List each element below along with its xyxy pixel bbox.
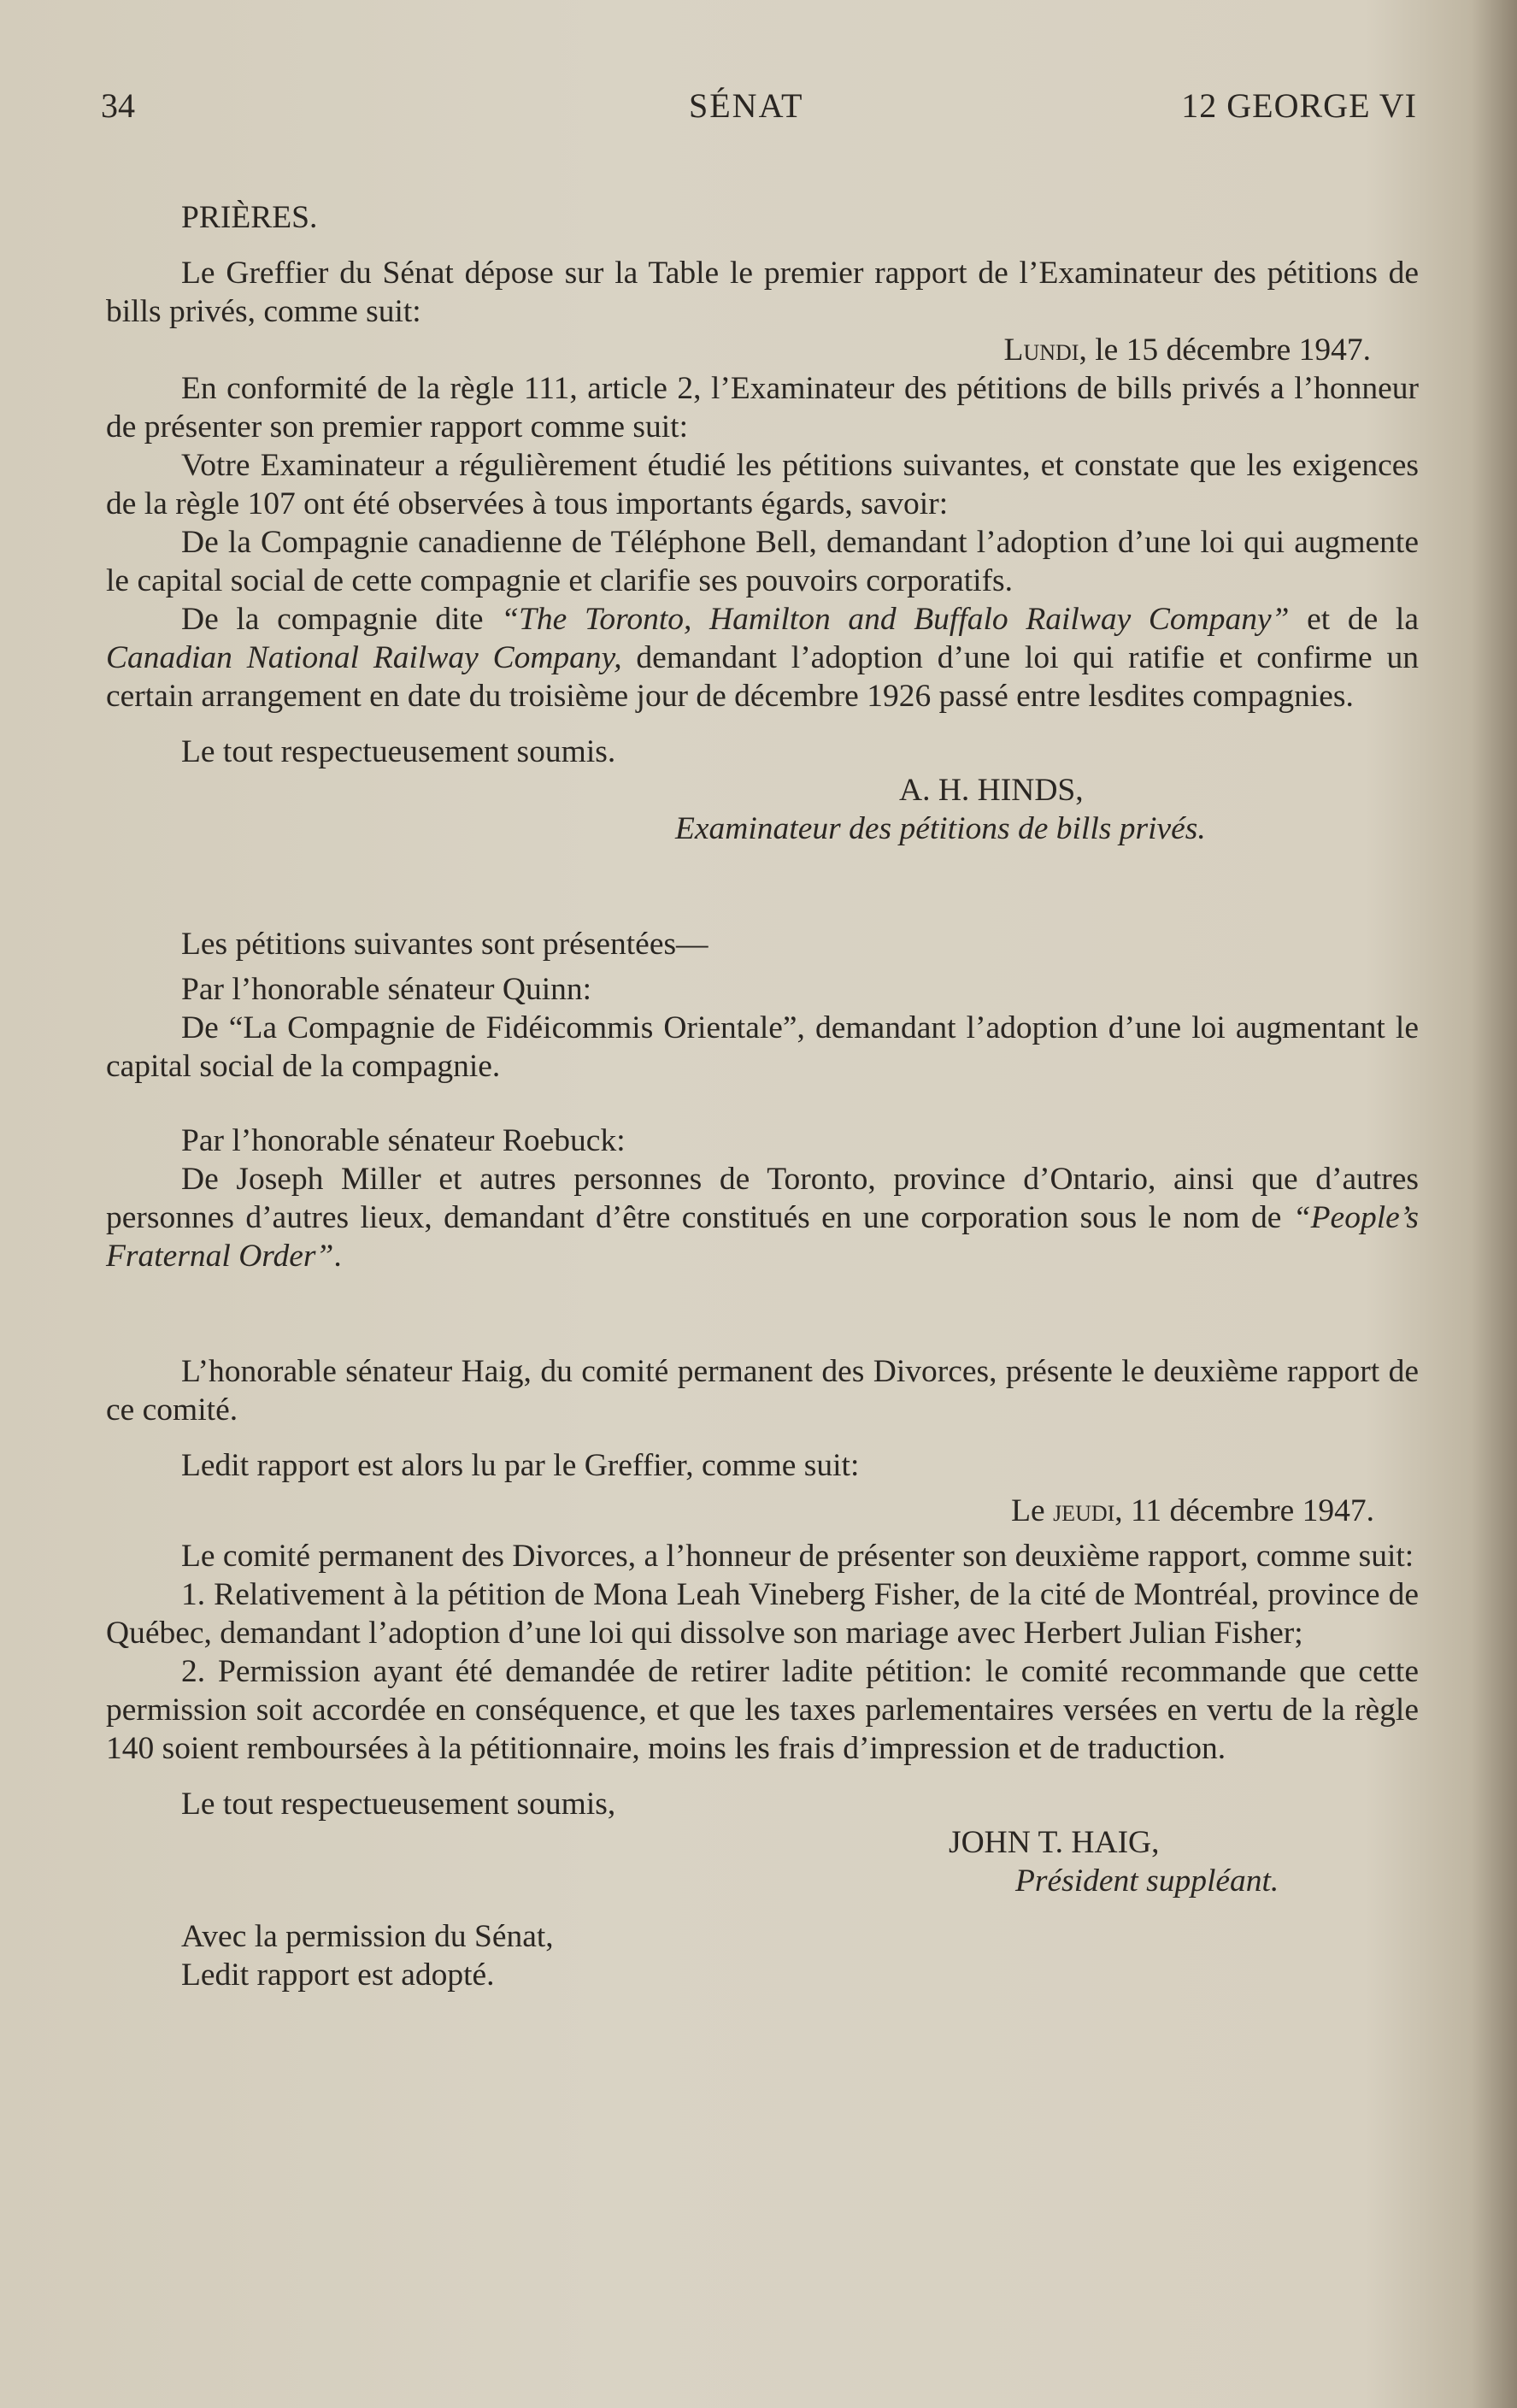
railway-company-name-1: “The Toronto, Hamilton and Buffalo Railway Company” — [501, 602, 1290, 637]
railway-company-name-2: Canadian National Railway Company, — [106, 640, 622, 675]
regnal-year: 12 GEORGE VI — [1181, 86, 1417, 125]
document-body — [106, 198, 1419, 1994]
divorce-report-read: Ledit rapport est alors lu par le Greffier, comme suit: — [181, 1448, 860, 1483]
report-adopted: Ledit rapport est adopté. — [181, 1958, 495, 1993]
report-paragraph-bell: De la Compagnie canadienne de Téléphone Bell, demandant l’adoption d’une loi qui augmente le capital social de cette compagnie et clarifie ses pouvoirs corporatifs. — [106, 525, 1419, 598]
signature-title-hinds: Examinateur des pétitions de bills privés. — [675, 811, 1206, 846]
railway-text-c: demandant l’adoption d’une loi qui ratifie et confirme un certain arrangement en date du troisième jour de décembre 1926 passé entre lesdites compagnies. — [106, 640, 1419, 714]
divorce-item-2: 2. Permission ayant été demandée de retirer ladite pétition: le comité recommande que cette permission soit accordée en conséquence, et que les taxes parlementaires versées en vertu de la règle 140 soient remboursées à la pétitionnaire, moins les frais d’impression et de traduction. — [106, 1654, 1419, 1766]
page-header — [101, 85, 1417, 137]
petitions-intro: Les pétitions suivantes sont présentées— — [181, 927, 709, 962]
divorce-report-date — [106, 1492, 1419, 1530]
petition-text-a: De Joseph Miller et autres personnes de Toronto, province d’Ontario, ainsi que d’autres personnes d’autres lieux, demandant d’être constitués en une corporation sous le nom de — [106, 1162, 1419, 1235]
signature-title-haig: Président suppléant. — [1015, 1863, 1279, 1899]
report-paragraph-examiner: Votre Examinateur a régulièrement étudié les pétitions suivantes, et constate que les exigences de la règle 107 ont été observées à tous importants égards, savoir: — [106, 448, 1419, 521]
signature-name-hinds: A. H. HINDS, — [899, 773, 1084, 808]
examiner-report-intro: Le Greffier du Sénat dépose sur la Table le premier rapport de l’Examinateur des pétitions de bills privés, comme suit: — [106, 256, 1419, 329]
petition-presenter-roebuck: Par l’honorable sénateur Roebuck: — [181, 1123, 626, 1158]
petition-fideicommis: De “La Compagnie de Fidéicommis Orientale”, demandant l’adoption d’une loi augmentant le capital social de la compagnie. — [106, 1010, 1419, 1084]
page-number: 34 — [101, 86, 135, 125]
divorce-report-intro: L’honorable sénateur Haig, du comité permanent des Divorces, présente le deuxième rapport de ce comité. — [106, 1354, 1419, 1428]
report-paragraph-rule-111: En conformité de la règle 111, article 2, l’Examinateur des pétitions de bills privés a l’honneur de présenter son premier rapport comme suit: — [106, 371, 1419, 445]
divorce-report-paragraph: Le comité permanent des Divorces, a l’honneur de présenter son deuxième rapport, comme suit: — [181, 1539, 1414, 1574]
divorce-date-rest: , 11 décembre 1947. — [1114, 1493, 1374, 1528]
divorce-item-1: 1. Relativement à la pétition de Mona Leah Vineberg Fisher, de la cité de Montréal, province de Québec, demandant l’adoption d’une loi qui dissolve son mariage avec Herbert Julian Fisher; — [106, 1577, 1419, 1651]
petition-org-name: “People’s Fraternal Order” — [106, 1200, 1419, 1274]
report-date-day: Lundi — [1003, 333, 1079, 368]
report-date-line — [106, 331, 1419, 369]
signature-name-haig: JOHN T. HAIG, — [949, 1825, 1160, 1860]
petition-text-b: . — [333, 1239, 342, 1274]
divorce-date-day: jeudi — [1053, 1493, 1115, 1528]
divorce-report-closing: Le tout respectueusement soumis, — [181, 1787, 616, 1822]
report-date-rest: , le 15 décembre 1947. — [1079, 333, 1371, 368]
section-heading-prayers: PRIÈRES. — [181, 200, 318, 235]
report-closing: Le tout respectueusement soumis. — [181, 734, 616, 769]
report-paragraph-railway — [106, 600, 1419, 715]
petition-peoples-fraternal — [106, 1160, 1419, 1275]
petition-presenter-quinn: Par l’honorable sénateur Quinn: — [181, 972, 592, 1007]
senate-permission: Avec la permission du Sénat, — [181, 1919, 554, 1954]
railway-text-b: et de la — [1289, 602, 1419, 637]
running-title: SÉNAT — [689, 86, 804, 125]
divorce-date-pre: Le — [1011, 1493, 1054, 1528]
railway-text-a: De la compagnie dite — [181, 602, 502, 637]
